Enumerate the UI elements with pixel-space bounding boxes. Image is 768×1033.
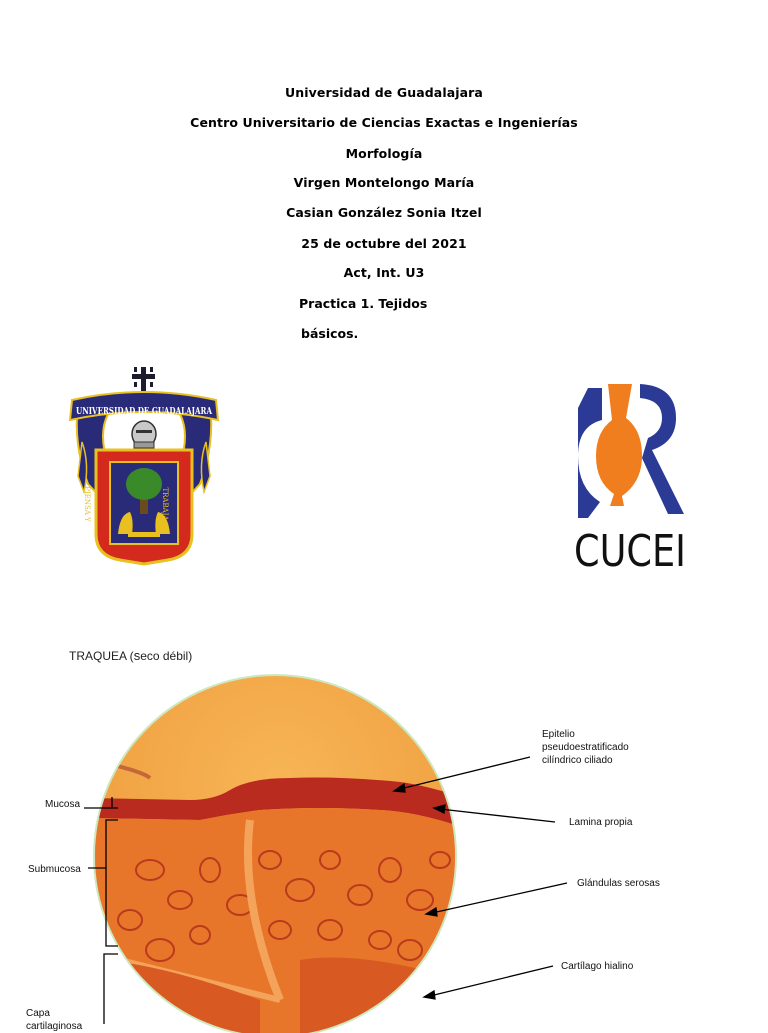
- label-epitelio-line1: Epitelio: [542, 729, 575, 740]
- label-mucosa: Mucosa: [45, 799, 81, 810]
- label-glandulas: Glándulas serosas: [577, 878, 660, 889]
- udg-motto-left: PIENSA Y: [83, 486, 91, 522]
- label-capa: [26, 1007, 82, 1033]
- label-epitelio-line3: cilíndrico ciliado: [542, 755, 613, 766]
- teacher-name: Virgen Montelongo María: [293, 175, 475, 190]
- label-lamina-propia: Lamina propia: [569, 817, 633, 828]
- cucei-text: CUCEI: [574, 526, 686, 577]
- label-epitelio-line2: pseudoestratificado: [542, 742, 629, 753]
- label-cartilago: Cartílago hialino: [561, 961, 634, 972]
- label-epitelio: [542, 728, 629, 767]
- section-title-main: TRAQUEA (: [69, 649, 134, 663]
- label-capa-line2: cartilaginosa: [26, 1021, 83, 1032]
- label-capa-line1: Capa: [26, 1008, 50, 1019]
- date-text: 25 de octubre del 2021: [301, 236, 467, 251]
- udg-banner-text: UNIVERSIDAD DE GUADALAJARA: [76, 406, 213, 417]
- practice-title-line1: Practica 1. Tejidos: [299, 296, 428, 311]
- section-title-rest: eco débil): [140, 649, 193, 663]
- center-name: Centro Universitario de Ciencias Exactas e Ingenierías: [190, 115, 578, 130]
- label-submucosa: Submucosa: [28, 864, 81, 875]
- section-title-s: s: [133, 648, 141, 663]
- udg-motto-right: TRABAJA: [161, 487, 169, 521]
- university-name: Universidad de Guadalajara: [285, 85, 483, 100]
- activity-text: Act, Int. U3: [343, 265, 425, 280]
- subject-name: Morfología: [345, 146, 423, 161]
- practice-title-line2: básicos.: [301, 326, 359, 341]
- student-name: Casian González Sonia Itzel: [286, 205, 482, 220]
